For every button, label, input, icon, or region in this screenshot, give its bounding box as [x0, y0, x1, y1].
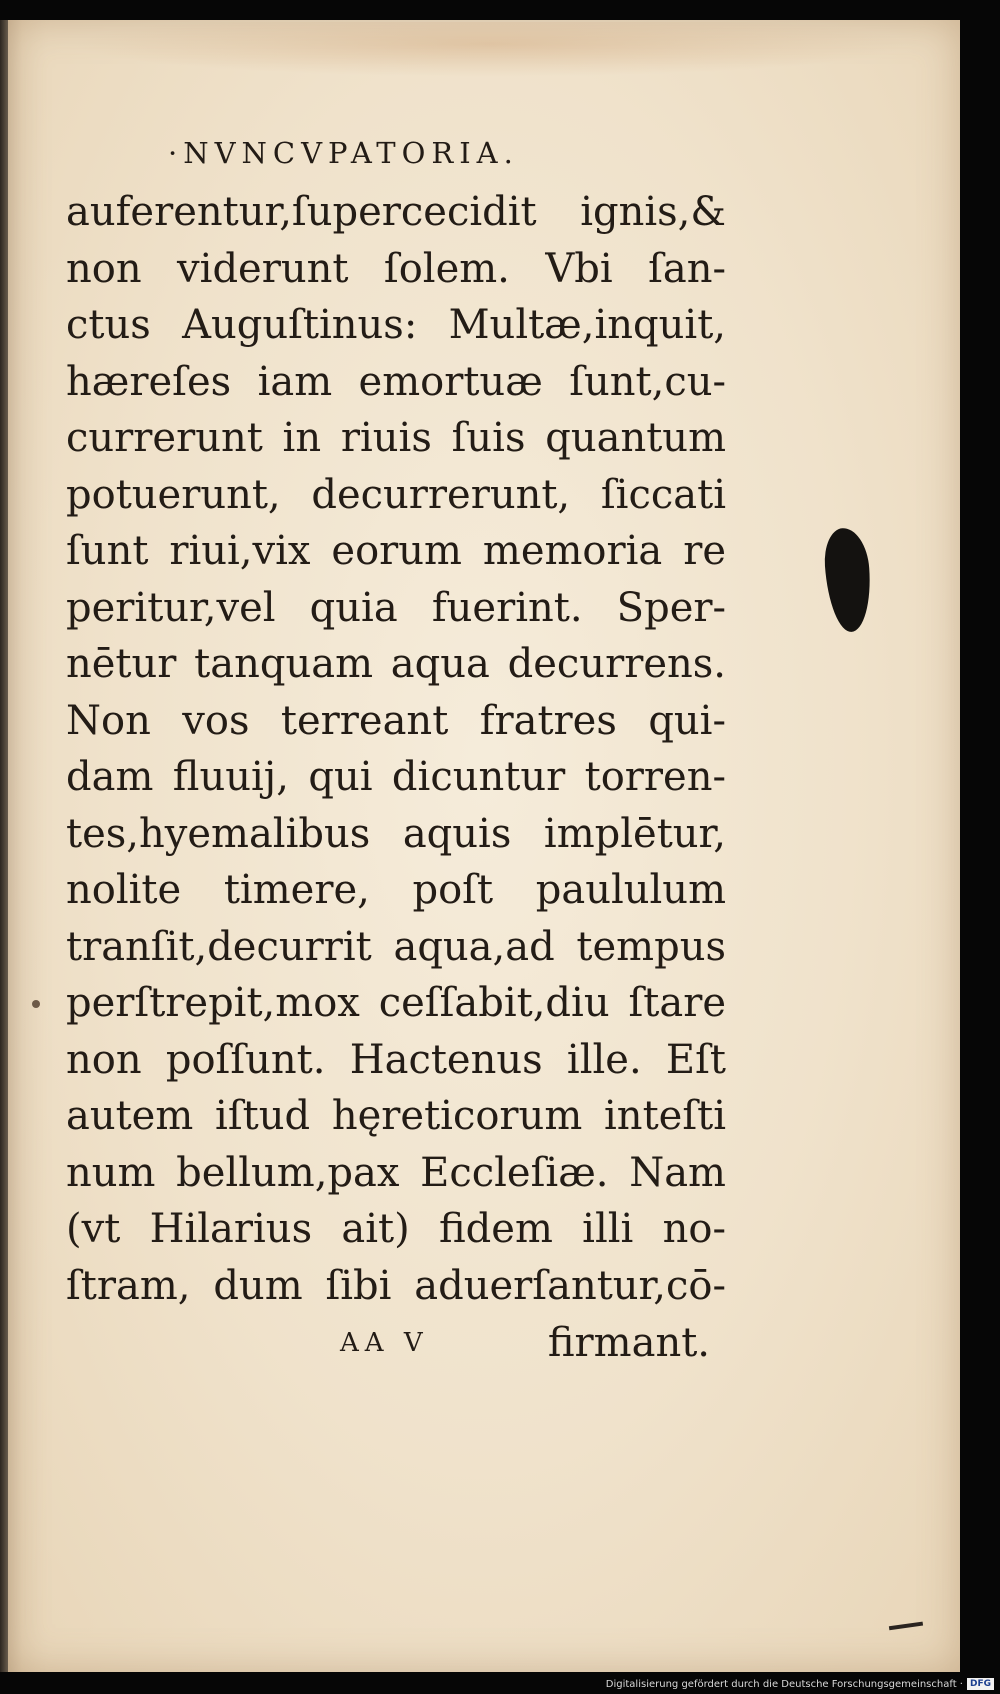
text-line: non poſſunt. Hactenus ille. Eſt: [66, 1036, 726, 1083]
text-line: autem iſtud hęreticorum inteſti: [66, 1093, 726, 1139]
catchline: [340, 1320, 710, 1374]
text-line: peritur,vel quia fuerint. Sper-: [66, 584, 726, 631]
catchword: firmant.: [547, 1320, 710, 1366]
text-line: perſtrepit,mox ceſſabit,diu ſtare: [66, 980, 726, 1026]
text-line: hæreſes iam emortuæ ſunt,cu-: [66, 358, 726, 405]
text-line: ctus Auguſtinus: Multæ,inquit,: [66, 302, 726, 348]
signature-mark: AA V: [340, 1328, 429, 1358]
credit-text: Digitalisierung gefördert durch die Deutsche Forschungsgemeinschaft ·: [605, 1679, 963, 1690]
text-block: [66, 184, 726, 1314]
text-line: potuerunt, decurrerunt, ſiccati: [66, 471, 726, 518]
text-line: (vt Hilarius ait) fidem illi no-: [66, 1206, 726, 1252]
text-line: nolite timere, poſt paululum: [66, 867, 726, 913]
text-line: non viderunt ſolem. Vbi ſan-: [66, 245, 726, 292]
text-line: nētur tanquam aqua decurrens.: [66, 641, 726, 687]
text-line: ſtram, dum ſibi aduerſantur,cō-: [66, 1262, 726, 1309]
text-line: ſunt riui,vix eorum memoria re: [66, 528, 726, 574]
text-line: tes,hyemalibus aquis implētur,: [66, 810, 726, 857]
digitization-credit: [606, 1677, 994, 1693]
margin-mark: [32, 1000, 40, 1008]
text-line: auferentur,ſupercecidit ignis,&: [66, 189, 726, 235]
text-line: currerunt in riuis ſuis quantum: [66, 415, 726, 461]
text-line: num bellum,pax Eccleſiæ. Nam: [66, 1149, 726, 1196]
text-line: tranſit,decurrit aqua,ad tempus: [66, 923, 726, 970]
dfg-logo: DFG: [967, 1678, 994, 1690]
text-line: Non vos terreant fratres qui-: [66, 697, 726, 744]
running-head: ·NVNCVPATORIA.: [168, 136, 519, 170]
text-line: dam fluuij, qui dicuntur torren-: [66, 754, 726, 800]
page-stain: [70, 22, 910, 77]
